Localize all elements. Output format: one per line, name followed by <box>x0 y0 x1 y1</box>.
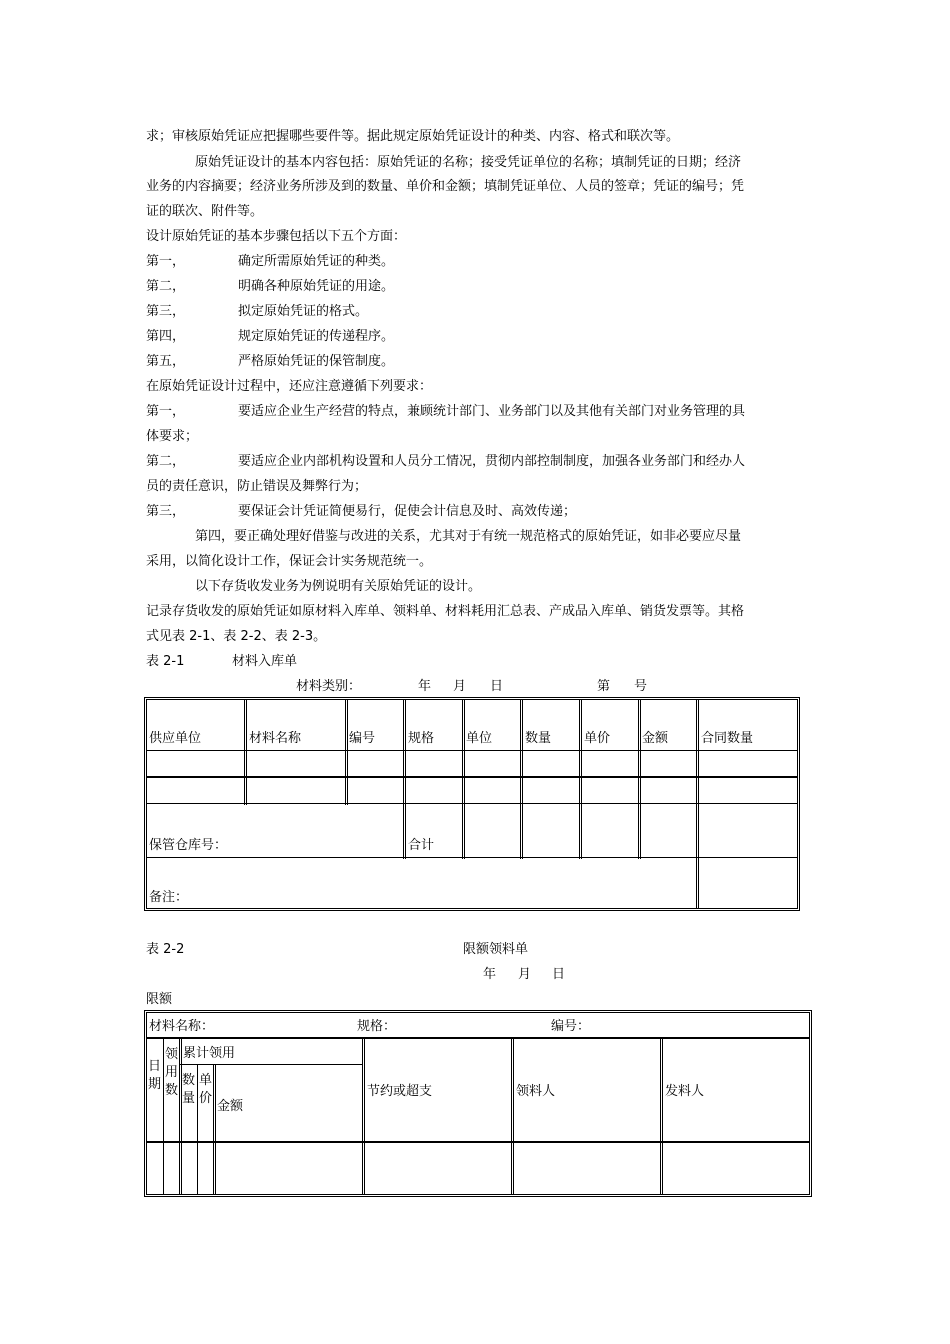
issued-qty-column-header: 领用数 <box>165 1047 179 1098</box>
paragraph-line: 式见表 2-1、表 2-2、表 2-3。 <box>146 629 327 644</box>
paragraph-line: 记录存货收发的原始凭证如原材料入库单、领料单、材料耗用汇总表、产成品入库单、销货发票等。其格 <box>146 604 745 619</box>
table2-year: 年 <box>483 967 497 982</box>
step-label: 第五， <box>146 354 186 369</box>
col-header-quantity: 数量 <box>525 731 552 746</box>
requirement-text: 要适应企业内部机构设置和人员分工情况，贯彻内部控制制度，加强各业务部门和经办人 <box>238 454 746 469</box>
paragraph-line: 原始凭证设计的基本内容包括：原始凭证的名称；接受凭证单位的名称；填制凭证的日期；经济 <box>195 155 742 170</box>
spec-label: 规格： <box>357 1019 397 1034</box>
table1-day: 日 <box>490 679 504 694</box>
step-label: 第三， <box>146 304 186 319</box>
step-text: 确定所需原始凭证的种类。 <box>238 254 395 269</box>
material-name-label: 材料名称： <box>149 1019 215 1034</box>
step-text: 规定原始凭证的传递程序。 <box>238 329 395 344</box>
total-label: 合计 <box>408 838 435 853</box>
material-receipt-table <box>144 697 800 911</box>
table2-month: 月 <box>518 967 532 982</box>
paragraph-line: 求；审核原始凭证应把握哪些要件等。据此规定原始凭证设计的种类、内容、格式和联次等。 <box>146 129 680 144</box>
table1-year: 年 <box>418 679 432 694</box>
table1-number-prefix: 第 <box>597 679 611 694</box>
table1-category-label: 材料类别： <box>296 679 362 694</box>
requirement-continuation: 员的责任意识，防止错误及舞弊行为； <box>146 479 368 494</box>
col-header-amount: 金额 <box>642 731 669 746</box>
paragraph-line: 证的联次、附件等。 <box>146 204 264 219</box>
table1-title: 材料入库单 <box>232 654 298 669</box>
col-header-code: 编号 <box>349 731 376 746</box>
table1-label: 表 2-1 <box>146 654 185 669</box>
date-column-header: 日期 <box>148 1059 162 1092</box>
limit-label: 限额 <box>146 992 173 1007</box>
col-header-supplier: 供应单位 <box>149 731 202 746</box>
requirement-label: 第三， <box>146 504 186 519</box>
col-header-material-name: 材料名称 <box>249 731 302 746</box>
col-header-spec: 规格 <box>408 731 435 746</box>
paragraph-line: 业务的内容摘要；经济业务所涉及到的数量、单价和金额；填制凭证单位、人员的签章；凭证的编号；凭 <box>146 179 745 194</box>
paragraph-line: 第四，要正确处理好借鉴与改进的关系，尤其对于有统一规范格式的原始凭证，如非必要应尽量 <box>195 529 742 544</box>
requirement-label: 第一， <box>146 404 186 419</box>
requirement-text: 要保证会计凭证简便易行，促使会计信息及时、高效传递； <box>238 504 577 519</box>
table2-day: 日 <box>552 967 566 982</box>
cumulative-qty-header: 数量 <box>182 1073 196 1106</box>
issuer-header: 发料人 <box>665 1084 705 1099</box>
col-header-unit: 单位 <box>466 731 493 746</box>
note-label: 备注： <box>149 890 189 905</box>
code-label: 编号： <box>551 1019 591 1034</box>
table2-label: 表 2-2 <box>146 942 185 957</box>
step-label: 第四， <box>146 329 186 344</box>
warehouse-label: 保管仓库号： <box>149 838 228 853</box>
requirement-continuation: 体要求； <box>146 429 199 444</box>
step-label: 第二， <box>146 279 186 294</box>
paragraph-line: 采用，以简化设计工作，保证会计实务规范统一。 <box>146 554 433 569</box>
requirement-label: 第二， <box>146 454 186 469</box>
step-text: 明确各种原始凭证的用途。 <box>238 279 395 294</box>
paragraph-line: 以下存货收发业务为例说明有关原始凭证的设计。 <box>195 579 482 594</box>
step-label: 第一， <box>146 254 186 269</box>
step-text: 拟定原始凭证的格式。 <box>238 304 369 319</box>
savings-header: 节约或超支 <box>367 1084 433 1099</box>
table1-number-suffix: 号 <box>634 679 648 694</box>
cumulative-amount-header: 金额 <box>217 1099 244 1114</box>
cumulative-header: 累计领用 <box>183 1046 236 1061</box>
requirements-intro: 在原始凭证设计过程中，还应注意遵循下列要求： <box>146 379 433 394</box>
step-text: 严格原始凭证的保管制度。 <box>238 354 395 369</box>
table2-title: 限额领料单 <box>463 942 529 957</box>
steps-intro: 设计原始凭证的基本步骤包括以下五个方面： <box>146 229 407 244</box>
table1-month: 月 <box>453 679 467 694</box>
requirement-text: 要适应企业生产经营的特点，兼顾统计部门、业务部门以及其他有关部门对业务管理的具 <box>238 404 746 419</box>
cumulative-price-header: 单价 <box>199 1073 213 1106</box>
col-header-unit-price: 单价 <box>584 731 611 746</box>
col-header-contract-qty: 合同数量 <box>701 731 754 746</box>
receiver-header: 领料人 <box>516 1084 556 1099</box>
